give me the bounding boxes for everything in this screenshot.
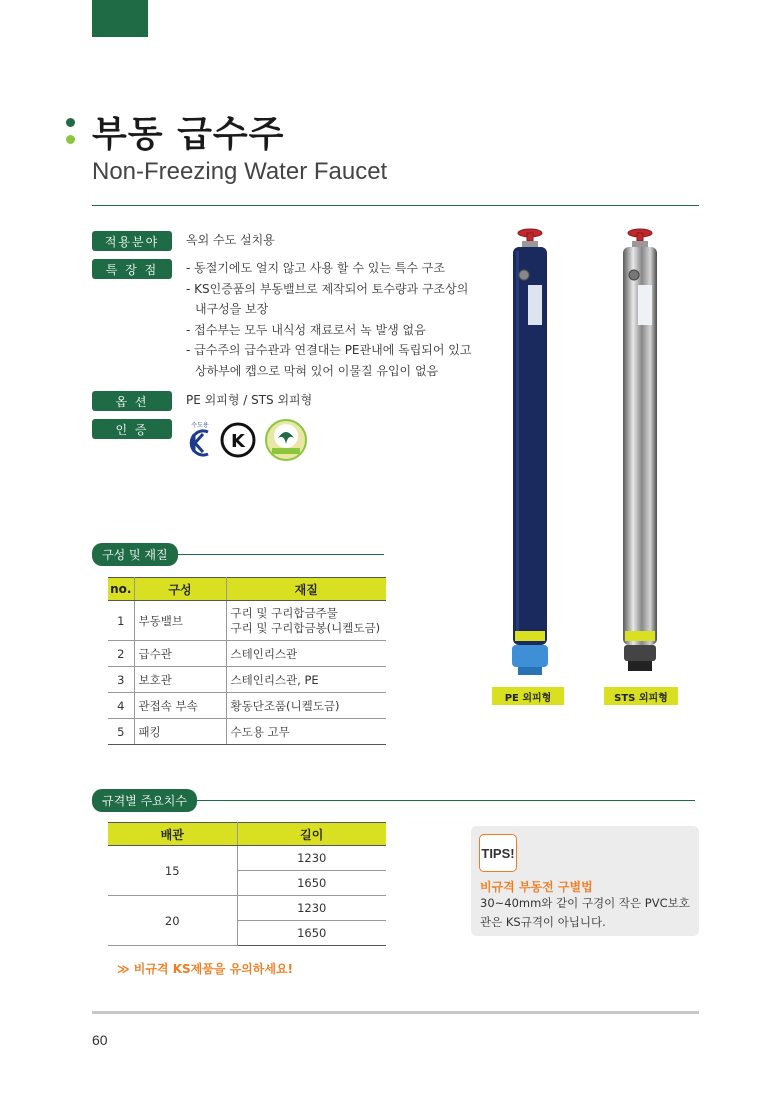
feature-item: - 접수부는 모두 내식성 재료로서 녹 발생 없음 [186, 322, 426, 337]
materials-section-header [92, 543, 384, 566]
options-value: PE 외피형 / STS 외피형 [186, 393, 313, 407]
top-tab-marker [92, 0, 148, 37]
feature-item: - 동절기에도 얼지 않고 사용 할 수 있는 특수 구조 [186, 261, 445, 275]
materials-table [108, 577, 386, 745]
svg-text:K: K [231, 431, 245, 452]
table-row: 4 관접속 부속 황동단조품(니켈도금) [108, 693, 386, 719]
feature-item: - 급수주의 급수관과 연결대는 PE관내에 독립되어 있고 [186, 343, 472, 357]
materials-section-title: 구성 및 재질 [92, 543, 178, 566]
dimensions-table [108, 822, 386, 946]
table-row: 20 1230 [108, 896, 386, 921]
svg-text:수도용: 수도용 [191, 422, 209, 429]
table-row: 1 부동밸브 구리 및 구리합금주물 구리 및 구리합금봉(니켈도금) [108, 601, 386, 641]
col-header: 재질 [226, 578, 386, 601]
table-row: 3 보호관 스테인리스관, PE [108, 667, 386, 693]
table-row: 5 패킹 수도용 고무 [108, 719, 386, 745]
usage-value: 옥외 수도 설치용 [186, 233, 275, 247]
cert-label: 인 증 [92, 419, 172, 439]
feature-item: 내구성을 보장 [195, 302, 269, 316]
col-header: no. [108, 578, 134, 601]
features-list [186, 258, 471, 381]
kc-water-cert-icon [188, 420, 212, 460]
dimensions-section-title: 규격별 주요치수 [92, 789, 197, 812]
eco-cert-icon [264, 418, 308, 462]
nonstandard-warning: ≫ 비규격 KS제품을 유의하세요! [117, 962, 294, 976]
tips-box [471, 826, 699, 936]
feature-item: 상하부에 캡으로 막혀 있어 이물질 유입이 없음 [195, 363, 439, 378]
features-label: 특 장 점 [92, 259, 172, 279]
cert-logos [188, 418, 308, 462]
table-row: 15 1230 [108, 846, 386, 871]
pe-faucet-image [512, 229, 548, 675]
product-images [500, 225, 680, 680]
col-header: 구성 [134, 578, 226, 601]
col-header: 배관 [108, 823, 237, 846]
options-label: 옵 션 [92, 391, 172, 411]
usage-label: 적용분야 [92, 231, 172, 251]
tips-title: 비규격 부동전 구별법 [480, 880, 593, 894]
dimensions-section-header [92, 789, 695, 812]
sts-product-label: STS 외피형 [604, 687, 678, 705]
title-bullet [66, 118, 75, 152]
page-subtitle: Non-Freezing Water Faucet [92, 158, 388, 185]
tips-text: 30~40mm와 같이 구경이 작은 PVC보호관은 KS규격이 아닙니다. [480, 896, 690, 929]
col-header: 길이 [237, 823, 386, 846]
sts-faucet-image [623, 229, 657, 671]
table-row: 1650 [108, 871, 386, 896]
footer-divider [92, 1011, 699, 1014]
tips-badge: TIPS! [479, 834, 517, 872]
page-title: 부동 급수주 [92, 114, 285, 155]
pe-product-label: PE 외피형 [492, 687, 564, 705]
ks-mark-icon [220, 422, 256, 458]
page-number: 60 [92, 1032, 108, 1048]
table-row: 2 급수관 스테인리스관 [108, 641, 386, 667]
table-row: 1650 [108, 921, 386, 946]
title-divider [92, 205, 699, 206]
feature-item: - KS인증품의 부동밸브로 제작되어 토수량과 구조상의 [186, 281, 469, 296]
